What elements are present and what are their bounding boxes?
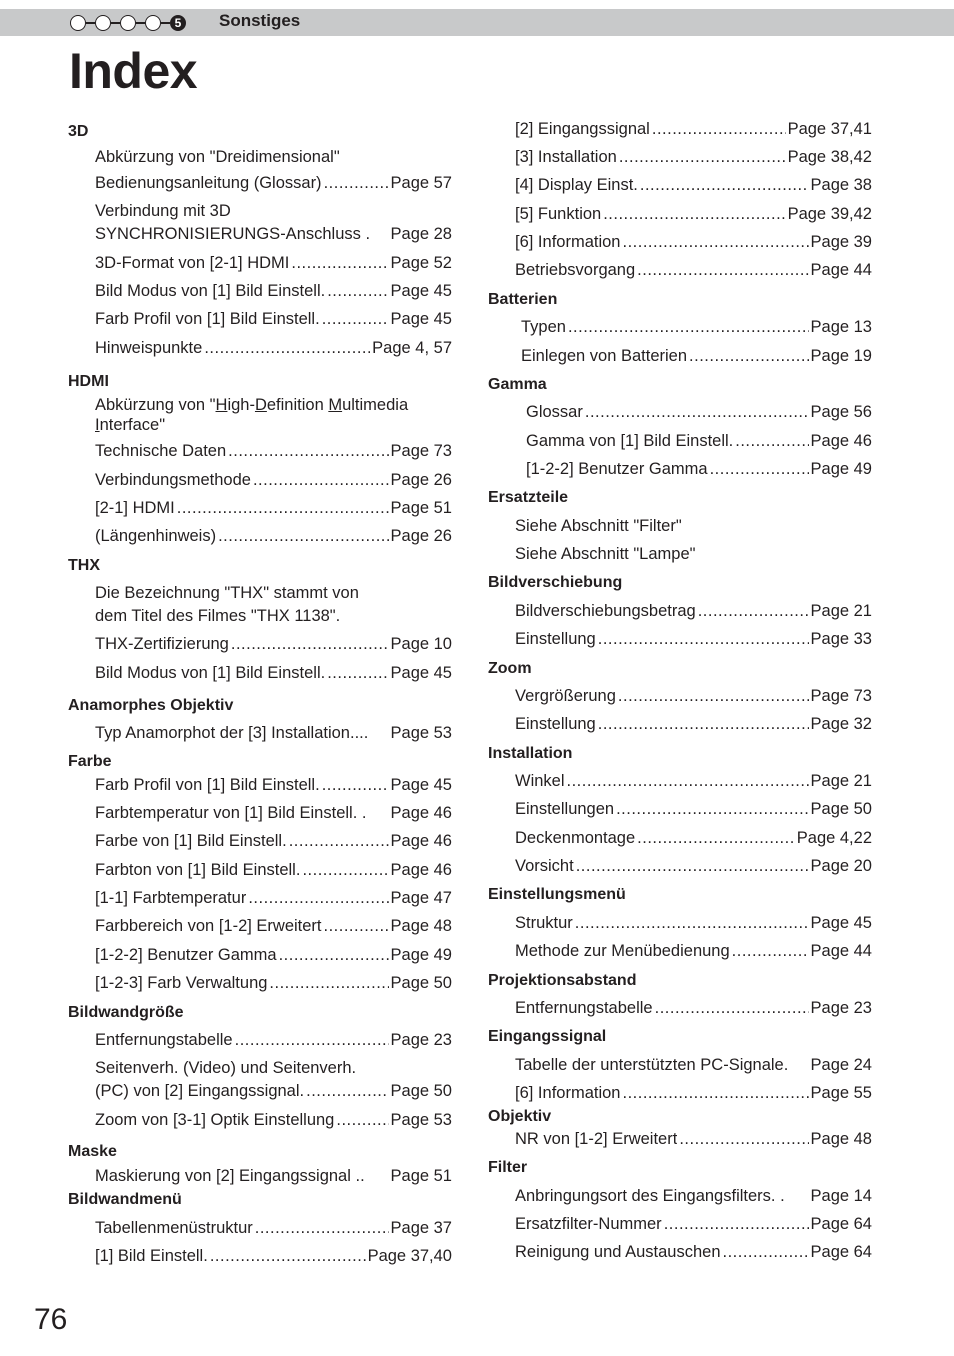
index-entry xyxy=(68,337,452,360)
leader-dots xyxy=(218,525,388,548)
entry-label: Ersatzfilter-Nummer xyxy=(515,1215,662,1233)
leader-dots xyxy=(622,231,808,254)
index-entry xyxy=(68,887,452,910)
entry-page: Page 57 xyxy=(390,174,452,192)
step-circle xyxy=(120,15,136,31)
entry-page: Page 50 xyxy=(390,974,452,992)
leader-dots xyxy=(279,944,389,967)
entry-label: Glossar xyxy=(526,403,583,421)
index-note: Siehe Abschnitt "Lampe" xyxy=(515,545,696,563)
index-entry xyxy=(68,802,452,825)
leader-dots xyxy=(679,1128,808,1151)
index-note: Seitenverh. (Video) und Seitenverh. xyxy=(95,1059,357,1077)
index-heading: Bildwandmenü xyxy=(68,1191,182,1208)
entry-label: Einlegen von Batterien xyxy=(521,347,688,365)
index-entry xyxy=(488,628,872,651)
step-connector xyxy=(161,22,170,23)
entry-label: THX-Zertifizierung xyxy=(95,635,229,653)
index-entry xyxy=(488,401,872,424)
index-entry xyxy=(488,685,872,708)
leader-dots xyxy=(732,940,809,963)
entry-page: Page 45 xyxy=(390,776,452,794)
entry-page: Page 45 xyxy=(390,310,452,328)
leader-dots xyxy=(324,915,389,938)
index-entry xyxy=(488,1185,872,1208)
leader-dots xyxy=(710,458,809,481)
entry-label: [4] Display Einst. xyxy=(515,176,638,194)
index-entry xyxy=(68,633,452,656)
leader-dots xyxy=(689,345,808,368)
text-part: nterface" xyxy=(99,416,166,434)
entry-label: Methode zur Menübedienung xyxy=(515,942,730,960)
index-entry xyxy=(488,798,872,821)
step-circle-active: 5 xyxy=(170,15,186,31)
entry-page: Page 32 xyxy=(810,715,872,733)
leader-dots xyxy=(619,146,786,169)
entry-label: Winkel xyxy=(515,772,565,790)
index-heading: Einstellungsmenü xyxy=(488,886,626,903)
index-entry xyxy=(68,830,452,853)
entry-label: [1-2-2] Benutzer Gamma xyxy=(526,460,708,478)
index-entry xyxy=(68,1080,452,1103)
index-entry xyxy=(488,940,872,963)
leader-dots xyxy=(598,628,809,651)
index-entry xyxy=(488,827,872,850)
index-entry xyxy=(68,944,452,967)
step-connector xyxy=(86,22,95,23)
leader-dots xyxy=(664,1213,809,1236)
entry-label: Technische Daten xyxy=(95,442,227,460)
entry-page: Page 73 xyxy=(390,442,452,460)
index-entry xyxy=(68,252,452,275)
entry-label: Verbindungsmethode xyxy=(95,471,251,489)
entry-page: Page 45 xyxy=(390,282,452,300)
index-entry xyxy=(68,662,452,685)
index-entry xyxy=(488,458,872,481)
leader-dots xyxy=(622,1082,808,1105)
entry-label: Hinweispunkte xyxy=(95,339,203,357)
leader-dots xyxy=(204,337,370,360)
index-heading: Projektionsabstand xyxy=(488,972,637,989)
entry-label: [1-1] Farbtemperatur xyxy=(95,889,247,907)
leader-dots xyxy=(235,1029,389,1052)
index-heading: Maske xyxy=(68,1143,117,1160)
index-entry xyxy=(488,118,872,141)
leader-dots xyxy=(324,172,389,195)
index-entry xyxy=(68,469,452,492)
entry-page: Page 38,42 xyxy=(787,148,872,166)
entry-label: Vergrößerung xyxy=(515,687,616,705)
entry-page: Page 28 xyxy=(390,225,452,243)
entry-label: Bild Modus von [1] Bild Einstell. xyxy=(95,282,326,300)
leader-dots xyxy=(289,830,389,853)
entry-page: Page 4,22 xyxy=(796,829,872,847)
leader-dots xyxy=(698,600,809,623)
page-number: 76 xyxy=(34,1303,68,1336)
leader-dots xyxy=(228,440,388,463)
index-heading: Filter xyxy=(488,1159,528,1176)
index-entry xyxy=(68,859,452,882)
index-entry xyxy=(488,1128,872,1151)
index-entry xyxy=(68,172,452,195)
entry-page: Page 10 xyxy=(390,635,452,653)
index-entry xyxy=(68,972,452,995)
index-heading: 3D xyxy=(68,123,89,140)
index-entry xyxy=(68,774,452,797)
leader-dots xyxy=(637,259,808,282)
index-entry xyxy=(488,997,872,1020)
text-part: I xyxy=(95,416,100,434)
entry-page: Page 23 xyxy=(390,1031,452,1049)
index-note: Die Bezeichnung "THX" stammt von xyxy=(95,584,359,602)
entry-page: Page 33 xyxy=(810,630,872,648)
entry-page: Page 46 xyxy=(390,804,452,822)
leader-dots xyxy=(291,252,388,275)
leader-dots xyxy=(177,497,389,520)
leader-dots xyxy=(231,633,389,656)
leader-dots xyxy=(322,774,389,797)
entry-page: Page 14 xyxy=(810,1187,872,1205)
entry-page: Page 53 xyxy=(390,724,452,742)
index-entry xyxy=(488,316,872,339)
leader-dots xyxy=(269,972,388,995)
index-entry xyxy=(488,259,872,282)
leader-dots xyxy=(306,1080,388,1103)
entry-label: Farbe von [1] Bild Einstell. xyxy=(95,832,287,850)
entry-label: Typen xyxy=(521,318,566,336)
index-entry xyxy=(488,1054,872,1077)
text-part: H xyxy=(215,396,228,414)
entry-page: Page 51 xyxy=(390,1167,452,1185)
entry-page: Page 24 xyxy=(810,1056,872,1074)
index-note: dem Titel des Filmes "THX 1138". xyxy=(95,607,341,625)
entry-page: Page 20 xyxy=(810,857,872,875)
index-note xyxy=(68,414,452,437)
index-entry xyxy=(488,770,872,793)
index-entry xyxy=(488,1213,872,1236)
index-entry xyxy=(68,440,452,463)
index-heading: Farbe xyxy=(68,753,112,770)
leader-dots xyxy=(618,685,809,708)
entry-label: Einstellungen xyxy=(515,800,615,818)
leader-dots xyxy=(723,1241,809,1264)
page-title: Index xyxy=(69,43,198,99)
entry-page: Page 64 xyxy=(810,1243,872,1261)
entry-label: Entfernungstabelle xyxy=(515,999,653,1017)
entry-page: Page 50 xyxy=(390,1082,452,1100)
text-part: igh- xyxy=(227,396,255,414)
leader-dots xyxy=(640,174,809,197)
entry-page: Page 26 xyxy=(390,471,452,489)
entry-page: Page 53 xyxy=(390,1111,452,1129)
leader-dots xyxy=(655,997,809,1020)
leader-dots xyxy=(302,859,388,882)
index-entry xyxy=(488,231,872,254)
entry-page: Page 48 xyxy=(390,917,452,935)
entry-label: Farb Profil von [1] Bild Einstell. xyxy=(95,310,320,328)
entry-page: Page 49 xyxy=(810,460,872,478)
entry-page: Page 19 xyxy=(810,347,872,365)
index-heading: Ersatzteile xyxy=(488,489,569,506)
entry-label: [3] Installation xyxy=(515,148,617,166)
index-entry xyxy=(488,430,872,453)
index-entry xyxy=(488,174,872,197)
index-entry xyxy=(68,525,452,548)
index-entry xyxy=(68,308,452,331)
index-entry xyxy=(68,1217,452,1240)
entry-label: [6] Information xyxy=(515,1084,621,1102)
index-entry xyxy=(488,855,872,878)
entry-label: Zoom von [3-1] Optik Einstellung xyxy=(95,1111,335,1129)
step-connector xyxy=(136,22,145,23)
index-entry xyxy=(68,1165,452,1188)
index-entry xyxy=(488,1082,872,1105)
entry-page: Page 46 xyxy=(810,432,872,450)
leader-dots xyxy=(336,1109,388,1132)
entry-page: Page 50 xyxy=(810,800,872,818)
text-part: Abkürzung von " xyxy=(95,396,216,414)
text-part: efinition xyxy=(266,396,329,414)
leader-dots xyxy=(248,887,388,910)
entry-page: Page 55 xyxy=(810,1084,872,1102)
index-entry xyxy=(68,1029,452,1052)
entry-page: Page 49 xyxy=(390,946,452,964)
entry-label: Farb Profil von [1] Bild Einstell. xyxy=(95,776,320,794)
entry-page: Page 64 xyxy=(810,1215,872,1233)
leader-dots xyxy=(616,798,808,821)
chapter-step-indicator xyxy=(70,13,186,33)
index-heading: HDMI xyxy=(68,373,109,390)
index-heading: Installation xyxy=(488,745,573,762)
section-title: Sonstiges xyxy=(219,11,301,30)
step-connector xyxy=(111,22,120,23)
leader-dots xyxy=(637,827,795,850)
index-entry xyxy=(68,497,452,520)
index-entry xyxy=(488,713,872,736)
entry-label: Einstellung xyxy=(515,630,596,648)
entry-page: Page 44 xyxy=(810,942,872,960)
entry-page: Page 37,40 xyxy=(367,1247,452,1265)
entry-label: Bedienungsanleitung (Glossar) xyxy=(95,174,322,192)
entry-label: Deckenmontage xyxy=(515,829,636,847)
index-heading: Bildwandgröße xyxy=(68,1004,184,1021)
leader-dots xyxy=(327,662,388,685)
entry-label: Einstellung xyxy=(515,715,596,733)
leader-dots xyxy=(255,1217,389,1240)
leader-dots xyxy=(735,430,808,453)
index-entry xyxy=(68,1109,452,1132)
index-entry xyxy=(488,1241,872,1264)
leader-dots xyxy=(575,912,809,935)
leader-dots xyxy=(568,316,809,339)
entry-page: Page 37 xyxy=(390,1219,452,1237)
entry-page: Page 13 xyxy=(810,318,872,336)
entry-label: Entfernungstabelle xyxy=(95,1031,233,1049)
entry-page: Page 51 xyxy=(390,499,452,517)
entry-page: Page 48 xyxy=(810,1130,872,1148)
index-note: Siehe Abschnitt "Filter" xyxy=(515,517,682,535)
leader-dots xyxy=(598,713,809,736)
entry-label: Bild Modus von [1] Bild Einstell. xyxy=(95,664,326,682)
entry-label: Reinigung und Austauschen xyxy=(515,1243,721,1261)
entry-label: Betriebsvorgang xyxy=(515,261,636,279)
entry-label: Bildverschiebungsbetrag xyxy=(515,602,696,620)
entry-label: Farbbereich von [1-2] Erweitert xyxy=(95,917,322,935)
leader-dots xyxy=(322,308,389,331)
leader-dots xyxy=(576,855,809,878)
entry-label: NR von [1-2] Erweitert xyxy=(515,1130,678,1148)
index-heading: THX xyxy=(68,557,100,574)
index-heading: Zoom xyxy=(488,660,532,677)
entry-page: Page 45 xyxy=(390,664,452,682)
index-entry xyxy=(488,146,872,169)
entry-label: [2] Eingangssignal xyxy=(515,120,650,138)
entry-page: Page 56 xyxy=(810,403,872,421)
entry-label: (PC) von [2] Eingangssignal. xyxy=(95,1082,305,1100)
leader-dots xyxy=(603,203,785,226)
index-entry xyxy=(68,722,452,745)
leader-dots xyxy=(585,401,809,424)
index-note: Abkürzung von "Dreidimensional" xyxy=(95,148,340,166)
entry-page: Page 46 xyxy=(390,832,452,850)
entry-label: Vorsicht xyxy=(515,857,574,875)
index-entry xyxy=(488,912,872,935)
entry-page: Page 26 xyxy=(390,527,452,545)
entry-label: [1-2-2] Benutzer Gamma xyxy=(95,946,277,964)
entry-page: Page 37,41 xyxy=(787,120,872,138)
entry-page: Page 23 xyxy=(810,999,872,1017)
text-part: M xyxy=(328,396,343,414)
index-entry xyxy=(68,223,452,246)
index-heading: Anamorphes Objektiv xyxy=(68,697,234,714)
step-circle xyxy=(95,15,111,31)
index-heading: Bildverschiebung xyxy=(488,574,623,591)
text-part: D xyxy=(254,396,267,414)
entry-page: Page 39,42 xyxy=(787,205,872,223)
entry-label: Gamma von [1] Bild Einstell. xyxy=(526,432,734,450)
entry-label: SYNCHRONISIERUNGS-Anschluss . xyxy=(95,225,371,243)
index-heading: Gamma xyxy=(488,376,547,393)
index-note: Verbindung mit 3D xyxy=(95,202,231,220)
leader-dots xyxy=(652,118,786,141)
entry-page: Page 52 xyxy=(390,254,452,272)
entry-label: Tabelle der unterstützten PC-Signale. xyxy=(515,1056,789,1074)
entry-page: Page 47 xyxy=(390,889,452,907)
index-heading: Objektiv xyxy=(488,1108,552,1125)
step-circle xyxy=(145,15,161,31)
entry-label: [1-2-3] Farb Verwaltung xyxy=(95,974,268,992)
entry-label: Maskierung von [2] Eingangssignal .. xyxy=(95,1167,365,1185)
entry-label: Farbton von [1] Bild Einstell. xyxy=(95,861,301,879)
leader-dots xyxy=(253,469,389,492)
leader-dots xyxy=(327,280,388,303)
entry-page: Page 73 xyxy=(810,687,872,705)
index-entry xyxy=(488,600,872,623)
leader-dots xyxy=(210,1245,366,1268)
index-entry xyxy=(68,1245,452,1268)
entry-label: [6] Information xyxy=(515,233,621,251)
entry-label: [1] Bild Einstell. xyxy=(95,1247,208,1265)
entry-label: Tabellenmenüstruktur xyxy=(95,1219,253,1237)
entry-label: Typ Anamorphot der [3] Installation.... xyxy=(95,724,369,742)
entry-page: Page 21 xyxy=(810,772,872,790)
index-entry xyxy=(68,915,452,938)
index-entry xyxy=(68,280,452,303)
entry-page: Page 21 xyxy=(810,602,872,620)
index-entry xyxy=(488,203,872,226)
entry-label: [2-1] HDMI xyxy=(95,499,175,517)
entry-label: (Längenhinweis) xyxy=(95,527,217,545)
leader-dots xyxy=(567,770,809,793)
entry-label: Farbtemperatur von [1] Bild Einstell. . xyxy=(95,804,367,822)
entry-label: Struktur xyxy=(515,914,573,932)
index-heading: Batterien xyxy=(488,291,558,308)
text-part: ultimedia xyxy=(342,396,409,414)
index-heading: Eingangssignal xyxy=(488,1028,607,1045)
step-circle xyxy=(70,15,86,31)
entry-page: Page 38 xyxy=(810,176,872,194)
entry-page: Page 46 xyxy=(390,861,452,879)
index-entry xyxy=(488,345,872,368)
entry-page: Page 45 xyxy=(810,914,872,932)
entry-page: Page 39 xyxy=(810,233,872,251)
entry-label: 3D-Format von [2-1] HDMI xyxy=(95,254,290,272)
entry-label: [5] Funktion xyxy=(515,205,602,223)
entry-page: Page 4, 57 xyxy=(372,339,452,357)
entry-label: Anbringungsort des Eingangsfilters. . xyxy=(515,1187,785,1205)
entry-page: Page 44 xyxy=(810,261,872,279)
